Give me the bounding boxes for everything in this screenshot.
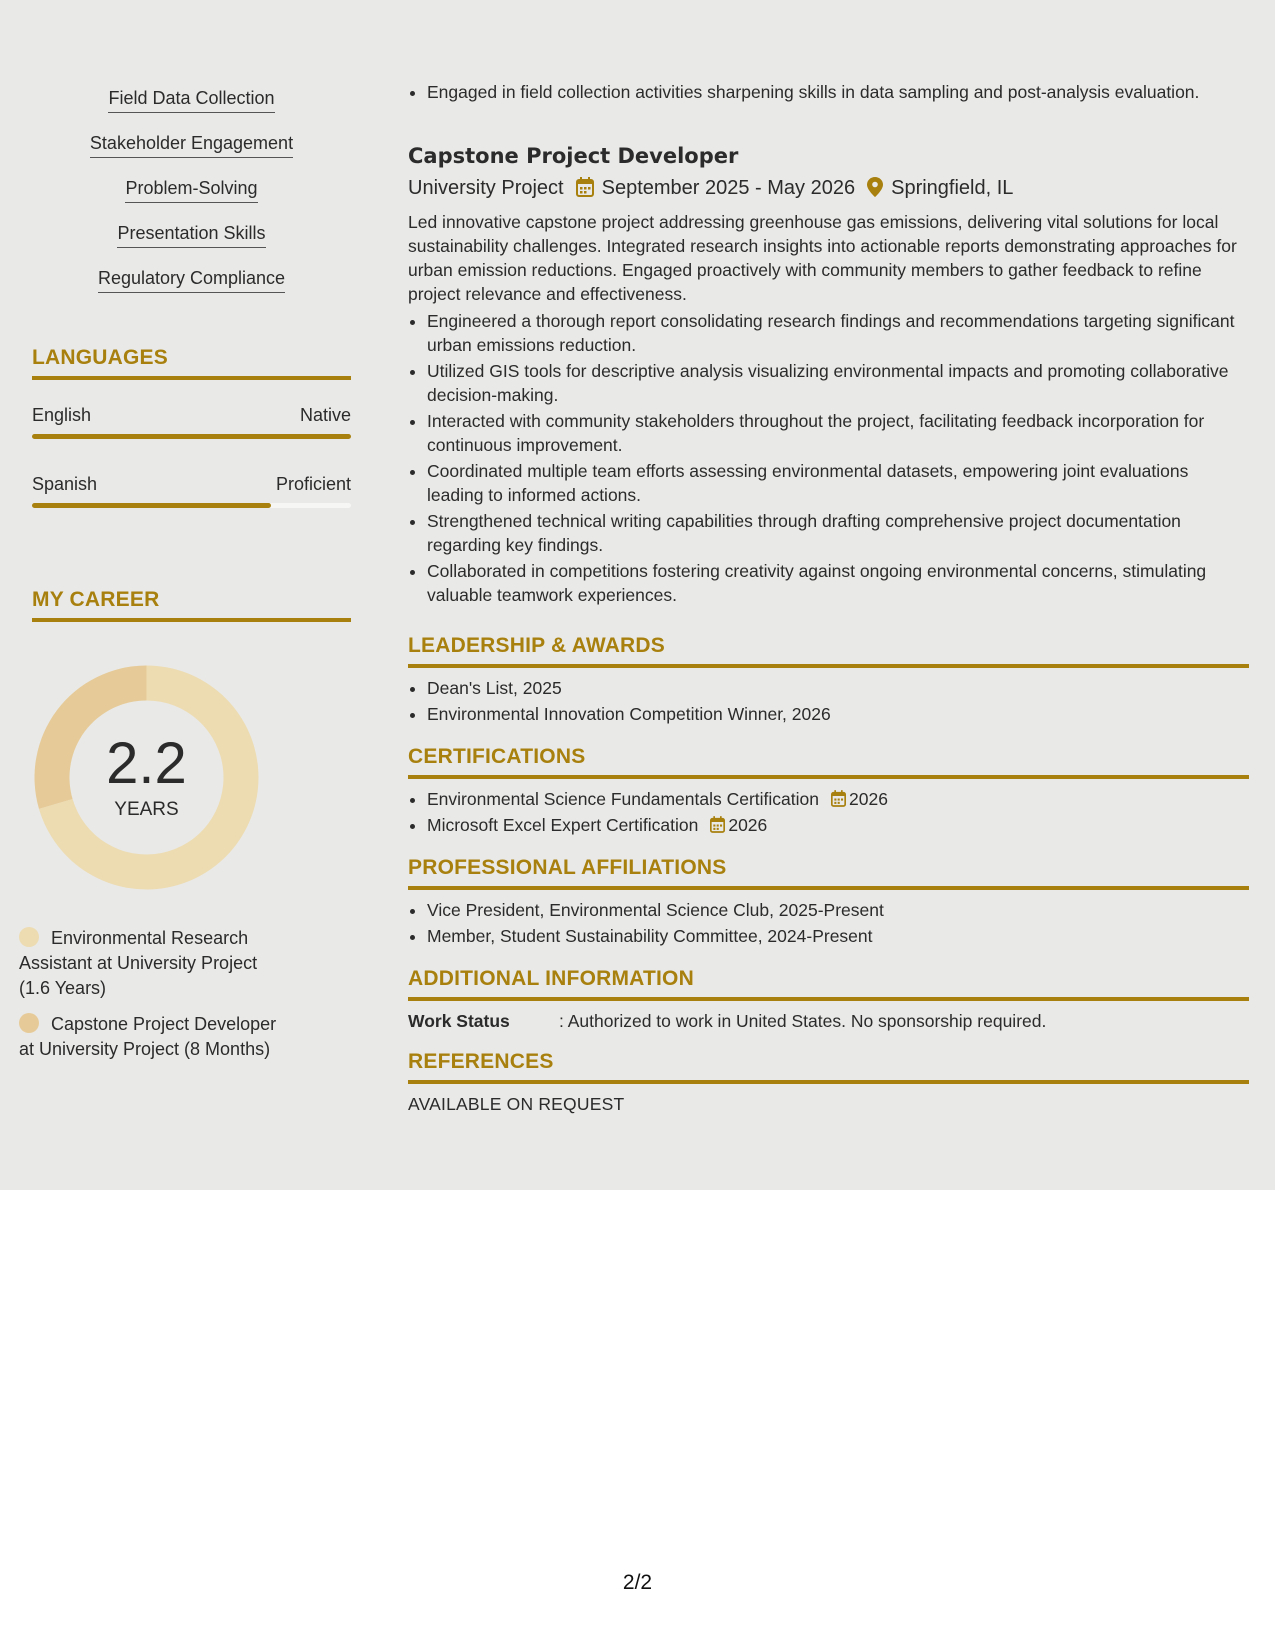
skill-item: Stakeholder Engagement bbox=[32, 131, 351, 176]
job-title: Capstone Project Developer bbox=[408, 144, 739, 168]
certification-date bbox=[710, 813, 767, 837]
career-heading: MY CAREER bbox=[32, 586, 351, 622]
list-item: • Coordinated multiple team efforts assessing environmental datasets, empowering joint evaluations leading to informed actions. bbox=[427, 459, 1249, 507]
certification-date bbox=[831, 787, 888, 811]
language-name: Spanish bbox=[32, 474, 98, 494]
language-row-english bbox=[32, 403, 351, 427]
previous-job-bullets bbox=[408, 80, 1249, 106]
leadership-heading: LEADERSHIP & AWARDS bbox=[408, 632, 1249, 668]
references-heading: REFERENCES bbox=[408, 1048, 1249, 1084]
skill-item: Field Data Collection bbox=[32, 86, 351, 131]
language-row-spanish bbox=[32, 472, 351, 496]
language-bar-spanish bbox=[32, 503, 351, 508]
certification-name: Microsoft Excel Expert Certification bbox=[427, 815, 699, 835]
language-bar-fill bbox=[32, 434, 351, 439]
legend-label: Environmental Research Assistant at University Project (1.6 Years) bbox=[19, 928, 258, 998]
skill-item: Problem-Solving bbox=[32, 176, 351, 221]
list-item: • Environmental Innovation Competition Winner, 2026 bbox=[427, 702, 1249, 726]
work-status-value: : Authorized to work in United States. No sponsorship required. bbox=[559, 1011, 1047, 1031]
calendar-icon bbox=[831, 790, 846, 807]
job-company: University Project bbox=[408, 177, 564, 199]
certifications-list bbox=[408, 787, 1249, 839]
career-donut-chart bbox=[34, 665, 259, 890]
list-item: • Engineered a thorough report consolidating research findings and recommendations targeting significant urban emissions reduction. bbox=[427, 309, 1249, 357]
additional-info-heading: ADDITIONAL INFORMATION bbox=[408, 965, 1249, 1001]
skills-list bbox=[32, 86, 351, 311]
language-name: English bbox=[32, 405, 92, 425]
affiliations-heading: PROFESSIONAL AFFILIATIONS bbox=[408, 854, 1249, 890]
certification-year: 2026 bbox=[728, 815, 768, 835]
certification-year: 2026 bbox=[849, 789, 888, 809]
career-legend-item bbox=[19, 926, 289, 1001]
legend-dot bbox=[19, 927, 39, 947]
job-meta bbox=[408, 175, 1013, 204]
job-location: Springfield, IL bbox=[891, 177, 1014, 199]
list-item: • Collaborated in competitions fostering creativity against ongoing environmental concerns, stimulating valuable teamwork experiences. bbox=[427, 559, 1249, 607]
affiliations-list bbox=[408, 898, 1249, 950]
calendar-icon bbox=[576, 177, 594, 204]
list-item: • Engaged in field collection activities sharpening skills in data sampling and post-analysis evaluation. bbox=[427, 80, 1249, 104]
list-item: • Interacted with community stakeholders throughout the project, facilitating feedback incorporation for continuous improvement. bbox=[427, 409, 1249, 457]
skill-item: Presentation Skills bbox=[32, 221, 351, 266]
list-item: • Dean's List, 2025 bbox=[427, 676, 1249, 700]
list-item bbox=[427, 813, 1249, 837]
job-description: Led innovative capstone project addressing greenhouse gas emissions, delivering vital solutions for local sustainability challenges. Integrated research insights into actionable reports demonstrating approaches for urban emission reductions. Engaged proactively with community members to gather feedback to refine project relevance and effectiveness. bbox=[408, 212, 1237, 304]
calendar-icon bbox=[710, 816, 725, 833]
career-total: 2.2 bbox=[106, 731, 187, 796]
job-bullets bbox=[408, 309, 1249, 609]
career-unit: YEARS bbox=[114, 799, 179, 820]
language-level: Native bbox=[299, 405, 351, 425]
list-item bbox=[427, 787, 1249, 811]
work-status-row bbox=[408, 1009, 1249, 1033]
list-item: • Strengthened technical writing capabilities through drafting comprehensive project documentation regarding key findings. bbox=[427, 509, 1249, 557]
leadership-list bbox=[408, 676, 1249, 728]
language-bar-fill bbox=[32, 503, 271, 508]
work-status-label: Work Status bbox=[408, 1011, 510, 1031]
skill-item: Regulatory Compliance bbox=[32, 266, 351, 311]
certifications-heading: CERTIFICATIONS bbox=[408, 743, 1249, 779]
list-item: • Vice President, Environmental Science Club, 2025-Present bbox=[427, 898, 1249, 922]
career-legend-item bbox=[19, 1012, 289, 1062]
list-item: • Member, Student Sustainability Committee, 2024-Present bbox=[427, 924, 1249, 948]
languages-heading: LANGUAGES bbox=[32, 344, 351, 380]
certification-name: Environmental Science Fundamentals Certification bbox=[427, 789, 819, 809]
legend-label: Capstone Project Developer at University Project (8 Months) bbox=[19, 1014, 277, 1059]
list-item: • Utilized GIS tools for descriptive analysis visualizing environmental impacts and promoting collaborative decision-making. bbox=[427, 359, 1249, 407]
job-dates: September 2025 - May 2026 bbox=[601, 177, 856, 199]
map-pin-icon bbox=[867, 177, 883, 204]
language-level: Proficient bbox=[275, 474, 351, 494]
references-text: AVAILABLE ON REQUEST bbox=[408, 1094, 625, 1114]
page-number: 2/2 bbox=[622, 1571, 653, 1594]
legend-dot bbox=[19, 1013, 39, 1033]
language-bar-english bbox=[32, 434, 351, 439]
